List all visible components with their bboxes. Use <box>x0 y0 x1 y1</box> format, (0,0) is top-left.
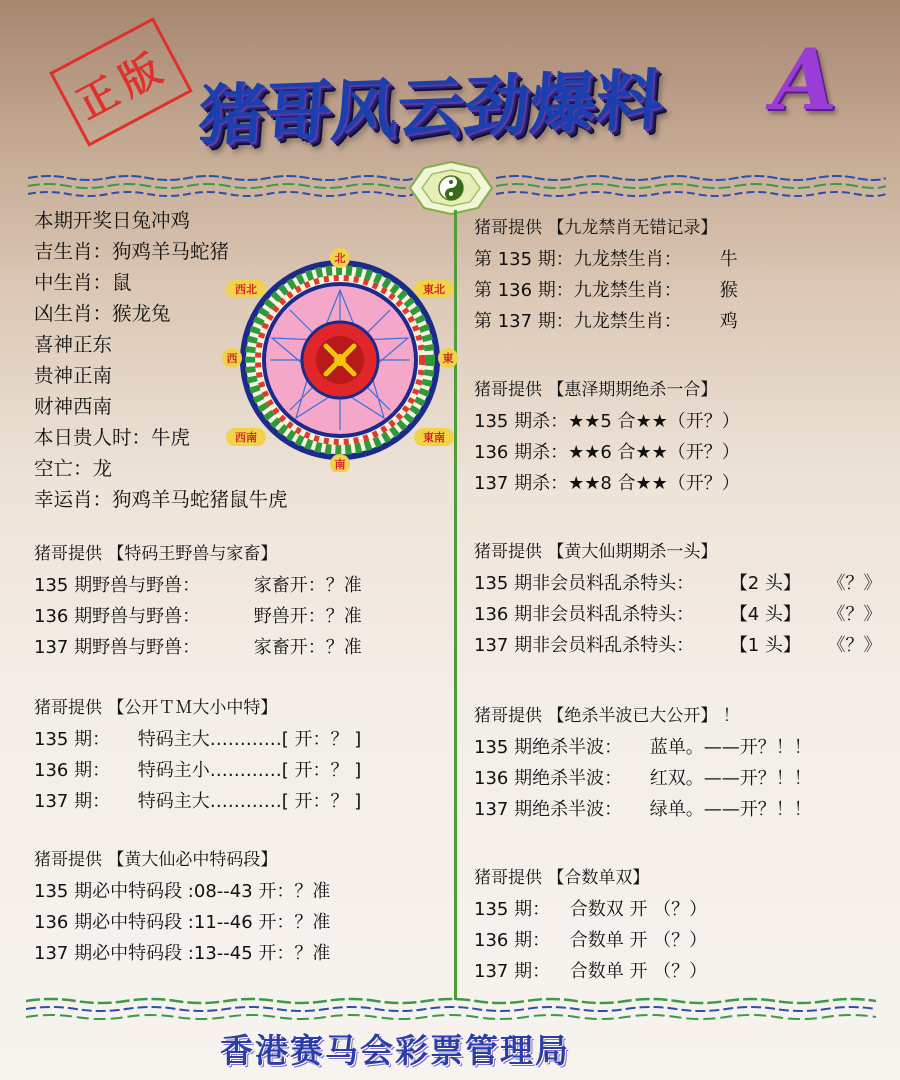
row-label: 136 期绝杀半波： <box>474 768 623 789</box>
wheel-label-east: 東 <box>442 352 454 365</box>
prediction-row <box>474 925 707 956</box>
prediction-row <box>34 570 362 601</box>
prediction-row <box>474 732 812 763</box>
prediction-row <box>474 568 881 599</box>
wheel-label-north: 北 <box>334 252 346 265</box>
row-label: 135 期： <box>34 729 111 750</box>
section-big-small <box>34 692 361 817</box>
section-heading: 猪哥提供 【绝杀半波已大公开】 ！ <box>474 706 740 726</box>
row-value: 特码主大…………[ 开：？ ] <box>137 729 362 750</box>
row-value: 蓝单。——开？！！ <box>649 737 812 758</box>
row-label: 136 期： <box>34 760 111 781</box>
prediction-row <box>474 763 812 794</box>
prediction-row <box>34 601 362 632</box>
section-nine-dragon-ban <box>474 212 738 337</box>
info-line: 本日贵人时：牛虎 <box>34 426 191 449</box>
section-heading: 猪哥提供 【九龙禁肖无错记录】 <box>474 218 718 238</box>
info-line: 本期开奖日兔冲鸡 <box>34 209 191 232</box>
prediction-row <box>474 244 738 275</box>
prediction-row <box>34 786 361 817</box>
row-label: 135 期绝杀半波： <box>474 737 623 758</box>
row-label: 137 期非会员料乱杀特头： <box>474 635 695 656</box>
row-label: 135 期： <box>474 899 551 920</box>
row-value: 鸡 <box>719 311 738 332</box>
prediction-row: 136 期必中特码段 :11--46 开：？准 <box>34 912 331 933</box>
section-heading: 猪哥提供 【合数单双】 <box>474 868 650 888</box>
row-value: 合数单 开 （？） <box>569 961 708 982</box>
row-value: 合数单 开 （？） <box>569 930 708 951</box>
row-label: 第 135 期：九龙禁生肖： <box>474 249 682 270</box>
row-label: 第 137 期：九龙禁生肖： <box>474 311 682 332</box>
row-label: 136 期： <box>474 930 551 951</box>
row-value: 合数双 开 （？） <box>569 899 708 920</box>
info-line: 幸运肖：狗鸡羊马蛇猪鼠牛虎 <box>34 488 288 511</box>
prediction-row: 136 期杀：★★6 合★★（开？） <box>474 442 740 463</box>
row-result: 《？》 <box>827 604 882 625</box>
row-value: 绿单。——开？！！ <box>649 799 812 820</box>
row-label: 第 136 期：九龙禁生肖： <box>474 280 682 301</box>
row-value: 特码主小…………[ 开：？ ] <box>137 760 362 781</box>
stamp-text: 正版 <box>68 41 176 128</box>
prediction-row <box>474 306 738 337</box>
prediction-row: 137 期杀：★★8 合★★（开？） <box>474 473 740 494</box>
info-line: 贵神正南 <box>34 364 113 387</box>
authentic-stamp <box>49 17 193 147</box>
prediction-row <box>34 724 361 755</box>
row-value: 【1 头】 <box>729 635 801 656</box>
wheel-label-northeast: 東北 <box>423 283 445 296</box>
wheel-label-west: 西 <box>226 352 238 365</box>
info-line: 中生肖：鼠 <box>34 271 132 294</box>
section-heading: 猪哥提供 【特码王野兽与家畜】 <box>34 544 278 564</box>
row-label: 135 期非会员料乱杀特头： <box>474 573 695 594</box>
bottom-wave-decoration <box>26 996 876 1022</box>
info-line: 空亡：龙 <box>34 457 113 480</box>
wheel-label-southeast: 東南 <box>423 431 445 444</box>
section-kill-one-combo <box>474 374 740 499</box>
section-beast-livestock <box>34 538 362 663</box>
prediction-row <box>474 956 707 987</box>
section-composite-odd-even <box>474 862 707 987</box>
section-kill-one-head <box>474 536 881 661</box>
top-right-wave-decoration <box>496 172 886 202</box>
row-label: 137 期绝杀半波： <box>474 799 623 820</box>
info-line: 财神西南 <box>34 395 113 418</box>
row-value: 【4 头】 <box>729 604 801 625</box>
prediction-row <box>474 630 881 661</box>
prediction-row <box>474 599 881 630</box>
row-value: 牛 <box>719 249 738 270</box>
row-value: 家畜开：？准 <box>253 637 362 658</box>
row-result: 《？》 <box>827 573 882 594</box>
row-label: 136 期非会员料乱杀特头： <box>474 604 695 625</box>
section-special-code-range <box>34 844 330 969</box>
row-value: 野兽开：？准 <box>253 606 362 627</box>
row-label: 136 期野兽与野兽： <box>34 606 201 627</box>
prediction-row <box>34 632 362 663</box>
wheel-label-northwest: 西北 <box>235 283 257 296</box>
prediction-row: 135 期杀：★★5 合★★（开？） <box>474 411 740 432</box>
info-line: 凶生肖：猴龙兔 <box>34 302 171 325</box>
top-left-wave-decoration <box>28 172 413 202</box>
section-kill-half-wave <box>474 700 812 825</box>
row-value: 家畜开：？准 <box>253 575 362 596</box>
prediction-row: 137 期必中特码段 :13--45 开：？准 <box>34 943 331 964</box>
wheel-label-south: 南 <box>334 458 346 471</box>
prediction-row <box>474 894 707 925</box>
footer-organization: 香港赛马会彩票管理局 <box>220 1031 570 1070</box>
row-result: 《？》 <box>827 635 882 656</box>
row-label: 137 期野兽与野兽： <box>34 637 201 658</box>
bagua-emblem-icon <box>406 160 496 216</box>
row-label: 137 期： <box>34 791 111 812</box>
section-heading: 猪哥提供 【惠泽期期绝杀一合】 <box>474 380 718 400</box>
section-heading: 猪哥提供 【黄大仙必中特码段】 <box>34 850 278 870</box>
prediction-row <box>34 755 361 786</box>
info-line: 喜神正东 <box>34 333 113 356</box>
prediction-row <box>474 794 812 825</box>
section-heading: 猪哥提供 【黄大仙期期杀一头】 <box>474 542 718 562</box>
row-value: 红双。——开？！！ <box>649 768 812 789</box>
prediction-row: 135 期必中特码段 :08--43 开：？准 <box>34 881 331 902</box>
row-value: 【2 头】 <box>729 573 801 594</box>
row-label: 137 期： <box>474 961 551 982</box>
section-heading: 猪哥提供 【公开ＴＭ大小中特】 <box>34 698 278 718</box>
fengshui-compass-wheel <box>220 244 460 472</box>
edition-letter: A <box>772 30 838 129</box>
row-value: 特码主大…………[ 开：？ ] <box>137 791 362 812</box>
wheel-label-southwest: 西南 <box>235 431 257 444</box>
row-value: 猴 <box>719 280 738 301</box>
info-line: 吉生肖：狗鸡羊马蛇猪 <box>34 240 230 263</box>
row-label: 135 期野兽与野兽： <box>34 575 201 596</box>
prediction-row <box>474 275 738 306</box>
main-title: 猪哥风云劲爆料 <box>195 60 665 155</box>
